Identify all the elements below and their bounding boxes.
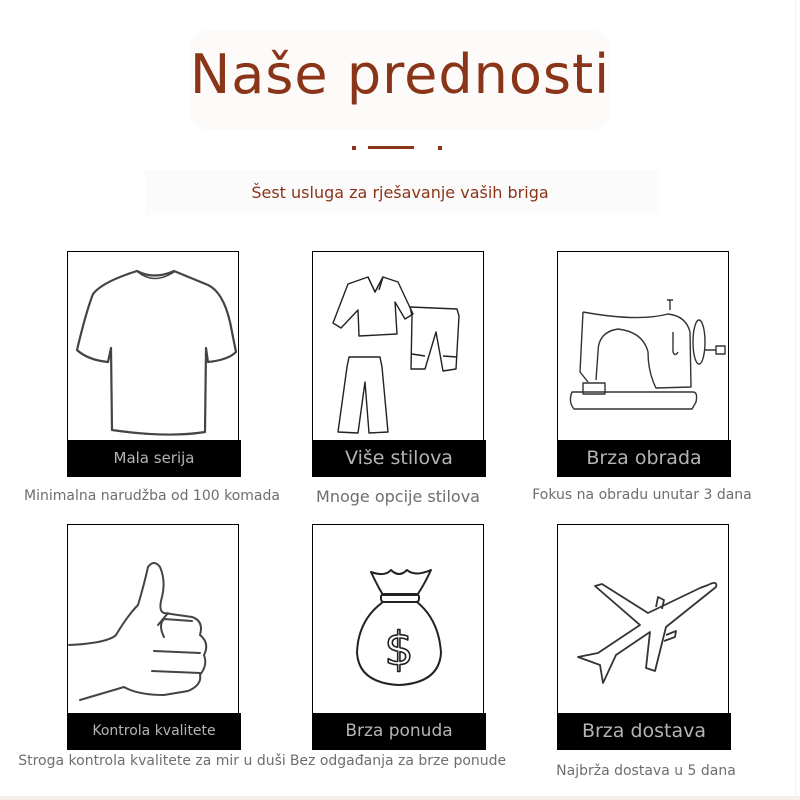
title-divider [352, 145, 448, 151]
t-shirt-icon [68, 252, 238, 441]
right-border [795, 0, 796, 800]
feature-label: Kontrola kvalitete [67, 713, 241, 750]
feature-description: Stroga kontrola kvalitete za mir u duši [18, 753, 286, 769]
feature-card-fast-quote [312, 524, 484, 750]
feature-card-quality-control [67, 524, 239, 750]
divider-dot [438, 146, 442, 150]
feature-description: Najbrža dostava u 5 dana [556, 763, 736, 779]
feature-description: Bez odgađanja za brze ponude [289, 753, 507, 769]
money-bag-icon [313, 525, 483, 714]
feature-description: Mnoge opcije stilova [316, 487, 480, 506]
feature-label: Brza obrada [557, 440, 731, 477]
feature-label: Brza ponuda [312, 713, 486, 750]
thumbs-up-icon [68, 525, 238, 714]
feature-description: Minimalna narudžba od 100 komada [24, 488, 280, 504]
feature-description: Fokus na obradu unutar 3 dana [532, 487, 752, 503]
feature-label: Mala serija [67, 440, 241, 477]
page-title: Naše prednosti [189, 43, 611, 106]
feature-card-fast-processing [557, 251, 729, 477]
airplane-icon [558, 525, 728, 714]
feature-card-fast-delivery [557, 524, 729, 750]
feature-card-more-styles [312, 251, 484, 477]
feature-label: Više stilova [312, 440, 486, 477]
divider-line [368, 146, 414, 149]
svg-text:$: $ [384, 622, 414, 676]
sewing-machine-icon [558, 252, 728, 441]
feature-card-small-batch [67, 251, 239, 477]
page-subtitle: Šest usluga za rješavanje vaših briga [251, 183, 549, 202]
feature-label: Brza dostava [557, 713, 731, 750]
clothing-styles-icon [313, 252, 483, 441]
divider-dot [352, 146, 356, 150]
bottom-border [0, 796, 800, 800]
